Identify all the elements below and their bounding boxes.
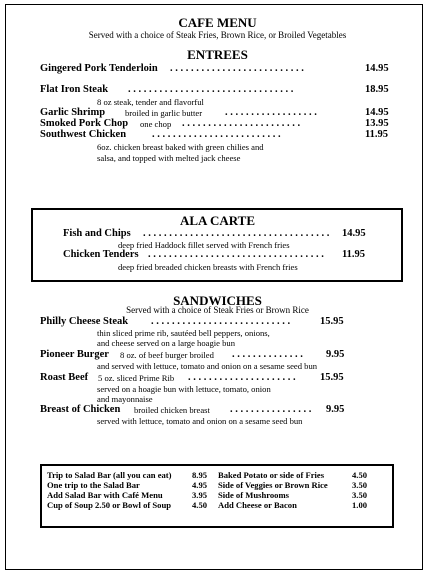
sandwich-extra: 5 oz. sliced Prime Rib — [98, 373, 175, 383]
leader-dots: . . . . . . . . . . . . . . . . . . . . . . . . . . . . . . . . — [128, 84, 294, 95]
sandwich-name: Pioneer Burger — [40, 349, 109, 360]
entree-description: 6oz. chicken breast baked with green chilies and — [97, 142, 264, 152]
ala-carte-item-price: 11.95 — [342, 249, 366, 260]
entree-price: 11.95 — [365, 129, 389, 140]
entree-description: salsa, and topped with melted jack cheese — [97, 153, 241, 163]
sandwich-price: 15.95 — [320, 316, 344, 327]
leader-dots: . . . . . . . . . . . . . . . . . . . . . . . . . . . . . . . . . . — [148, 249, 324, 260]
leader-dots: . . . . . . . . . . . . . . — [232, 349, 303, 360]
sandwiches-subtitle: Served with a choice of Steak Fries or Brown Rice — [126, 305, 309, 315]
side-item-price: 3.50 — [352, 480, 368, 490]
side-item-label: One trip to the Salad Bar — [47, 480, 140, 490]
entree-name: Garlic Shrimp — [40, 107, 106, 118]
side-item-label: Side of Mushrooms — [218, 490, 289, 500]
leader-dots: . . . . . . . . . . . . . . . . . . . . . — [188, 372, 296, 383]
sandwiches-heading: SANDWICHES — [173, 293, 262, 308]
sandwich-price: 9.95 — [326, 404, 345, 415]
entree-extra: one chop — [140, 119, 172, 129]
entree-name: Southwest Chicken — [40, 129, 127, 140]
entree-price: 14.95 — [365, 107, 389, 118]
side-item-price: 3.50 — [352, 490, 368, 500]
entree-price: 18.95 — [365, 84, 389, 95]
side-item-price: 4.50 — [352, 470, 368, 480]
sandwich-description: served on a hoagie bun with lettuce, tomato, onion — [97, 384, 271, 394]
sandwich-description: served with lettuce, tomato and onion on a sesame seed bun — [97, 416, 303, 426]
sandwich-description: and cheese served on a large hoagie bun — [97, 338, 235, 348]
sandwich-extra: broiled chicken breast — [134, 405, 210, 415]
sandwich-name: Breast of Chicken — [40, 404, 121, 415]
sandwich-description: and served with lettuce, tomato and onion on a sesame seed bun — [97, 361, 318, 371]
ala-carte-item-description: deep fried breaded chicken breasts with French fries — [118, 262, 298, 272]
entree-description: 8 oz steak, tender and flavorful — [97, 97, 204, 107]
sandwich-price: 15.95 — [320, 372, 344, 383]
side-item-price: 8.95 — [192, 470, 208, 480]
side-item-price: 3.95 — [192, 490, 208, 500]
leader-dots: . . . . . . . . . . . . . . . . . . . . . . . — [182, 118, 301, 129]
entrees-heading: ENTREES — [187, 47, 248, 62]
ala-carte-item-price: 14.95 — [342, 228, 366, 239]
leader-dots: . . . . . . . . . . . . . . . . . . . . . . . . . . . — [151, 316, 291, 327]
menu-subtitle: Served with a choice of Steak Fries, Brown Rice, or Broiled Vegetables — [88, 30, 347, 40]
entree-price: 14.95 — [365, 63, 389, 74]
sandwich-name: Roast Beef — [40, 372, 89, 383]
entree-name: Gingered Pork Tenderloin — [40, 63, 158, 74]
entree-price: 13.95 — [365, 118, 389, 129]
sandwich-extra: 8 oz. of beef burger broiled — [120, 350, 214, 360]
side-item-label: Add Salad Bar with Café Menu — [47, 490, 163, 500]
leader-dots: . . . . . . . . . . . . . . . . . . . . . . . . . . . . . . . . . . . . — [143, 228, 330, 239]
side-item-price: 4.50 — [192, 500, 208, 510]
ala-carte-item-name: Chicken Tenders — [63, 249, 139, 260]
side-item-price: 1.00 — [352, 500, 368, 510]
sandwich-price: 9.95 — [326, 349, 345, 360]
entree-extra: broiled in garlic butter — [125, 108, 203, 118]
side-item-label: Add Cheese or Bacon — [218, 500, 297, 510]
ala-carte-heading: ALA CARTE — [179, 213, 256, 228]
leader-dots: . . . . . . . . . . . . . . . . — [230, 404, 312, 415]
sandwich-description: and mayonnaise — [97, 394, 153, 404]
leader-dots: . . . . . . . . . . . . . . . . . . — [225, 107, 317, 118]
ala-carte-item-name: Fish and Chips — [63, 228, 131, 239]
leader-dots: . . . . . . . . . . . . . . . . . . . . . . . . . — [152, 129, 281, 140]
menu-title: CAFE MENU — [178, 15, 257, 30]
ala-carte-item-description: deep fried Haddock fillet served with French fries — [118, 240, 290, 250]
leader-dots: . . . . . . . . . . . . . . . . . . . . . . . . . . — [170, 63, 304, 74]
entree-name: Smoked Pork Chop — [40, 118, 129, 129]
sandwich-description: thin sliced prime rib, sautéed bell peppers, onions, — [97, 328, 270, 338]
side-item-label: Trip to Salad Bar (all you can eat) — [47, 470, 172, 480]
side-item-label: Cup of Soup 2.50 or Bowl of Soup — [47, 500, 172, 510]
side-item-label: Side of Veggies or Brown Rice — [218, 480, 328, 490]
entree-name: Flat Iron Steak — [40, 84, 109, 95]
sandwich-name: Philly Cheese Steak — [40, 316, 129, 327]
side-item-label: Baked Potato or side of Fries — [218, 470, 325, 480]
side-item-price: 4.95 — [192, 480, 208, 490]
